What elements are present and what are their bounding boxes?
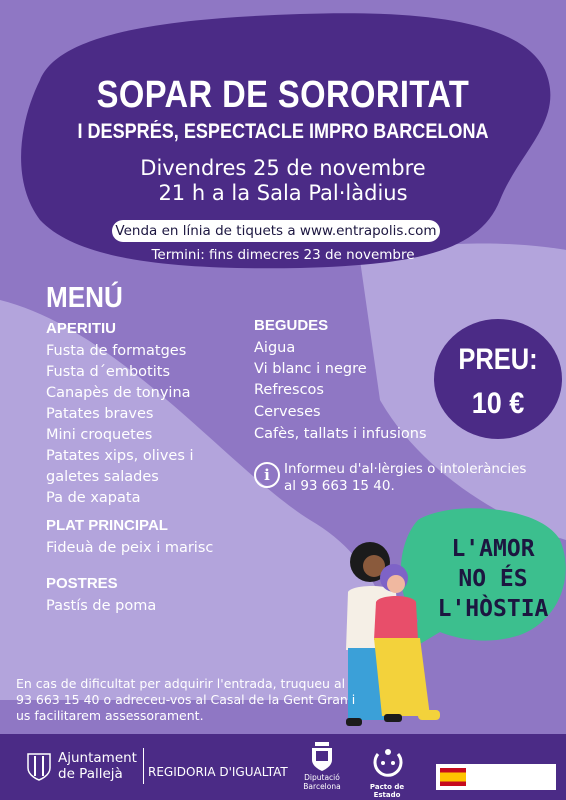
allergy-line-1: Informeu d'al·lèrgies o intoleràncies	[284, 461, 527, 477]
menu-item: Pa de xapata	[46, 490, 141, 506]
allergy-note	[284, 461, 554, 495]
diputacio-line-2: Barcelona	[303, 782, 341, 791]
section-aperitiu: APERITIU	[46, 320, 117, 337]
diputacio-line-1: Diputació	[304, 773, 340, 782]
drink-item: Vi blanc i negre	[254, 361, 367, 377]
drink-item: Cafès, tallats i infusions	[254, 426, 427, 442]
assistance-note	[16, 676, 366, 724]
spain-flag-icon	[440, 768, 466, 786]
pacto-logo-icon	[372, 746, 404, 780]
section-postres: POSTRES	[46, 575, 118, 592]
event-date: Divendres 25 de novembre	[140, 156, 426, 180]
bubble-line-3: L'HÒSTIA	[437, 596, 549, 622]
drink-item: Aigua	[254, 340, 296, 356]
menu-item: Canapès de tonyina	[46, 385, 191, 401]
assistance-line-1: En cas de dificultat per adquirir l'entrada, truqueu al	[16, 676, 346, 691]
diputacio-crest-icon	[310, 742, 334, 772]
event-title: SOPAR DE SORORITAT	[96, 74, 470, 116]
price-badge	[434, 319, 562, 439]
menu-item: Pastís de poma	[46, 598, 157, 614]
menu-item: Mini croquetes	[46, 427, 153, 443]
menu-item: Patates xips, olives i	[46, 448, 194, 464]
event-place: 21 h a la Sala Pal·làdius	[158, 181, 408, 205]
ajuntament-logo-text	[58, 750, 137, 782]
menu-item: Patates braves	[46, 406, 154, 422]
government-logo	[436, 764, 556, 790]
menu-item: Fideuà de peix i marisc	[46, 540, 214, 556]
deadline-text: Termini: fins dimecres 23 de novembre	[151, 247, 415, 263]
pacto-logo-text: Pacto de Estado	[369, 783, 405, 799]
menu-item: galetes salades	[46, 469, 159, 485]
assistance-line-2: 93 663 15 40 o adreceu-vos al Casal de la Gent Gran i	[16, 692, 356, 707]
ajuntament-line-1: Ajuntament	[58, 750, 137, 766]
ticket-link[interactable]: Venda en línia de tiquets a www.entrapolis.com	[112, 220, 440, 242]
section-begudes: BEGUDES	[254, 317, 329, 334]
assistance-line-3: us facilitarem assessorament.	[16, 708, 204, 723]
menu-title: MENÚ	[46, 282, 123, 314]
ajuntament-line-2: de Pallejà	[58, 766, 123, 782]
price-label: PREU:	[458, 343, 538, 376]
bubble-line-1: L'AMOR	[451, 536, 535, 562]
price-value: 10 €	[471, 387, 525, 420]
regidoria-label: REGIDORIA D'IGUALTAT	[148, 765, 288, 779]
pallejà-crest-icon	[26, 752, 52, 782]
bubble-line-2: NO ÉS	[458, 566, 528, 592]
menu-item: Fusta d´embotits	[46, 364, 171, 380]
event-subtitle: I DESPRÉS, ESPECTACLE IMPRO BARCELONA	[77, 120, 489, 143]
footer-divider	[143, 748, 144, 784]
drink-item: Cerveses	[254, 404, 321, 420]
diputacio-logo-text	[300, 773, 344, 791]
drink-item: Refrescos	[254, 382, 324, 398]
section-plat-principal: PLAT PRINCIPAL	[46, 517, 168, 534]
allergy-line-2: al 93 663 15 40.	[284, 478, 395, 494]
menu-item: Fusta de formatges	[46, 343, 187, 359]
info-icon: i	[254, 462, 280, 488]
